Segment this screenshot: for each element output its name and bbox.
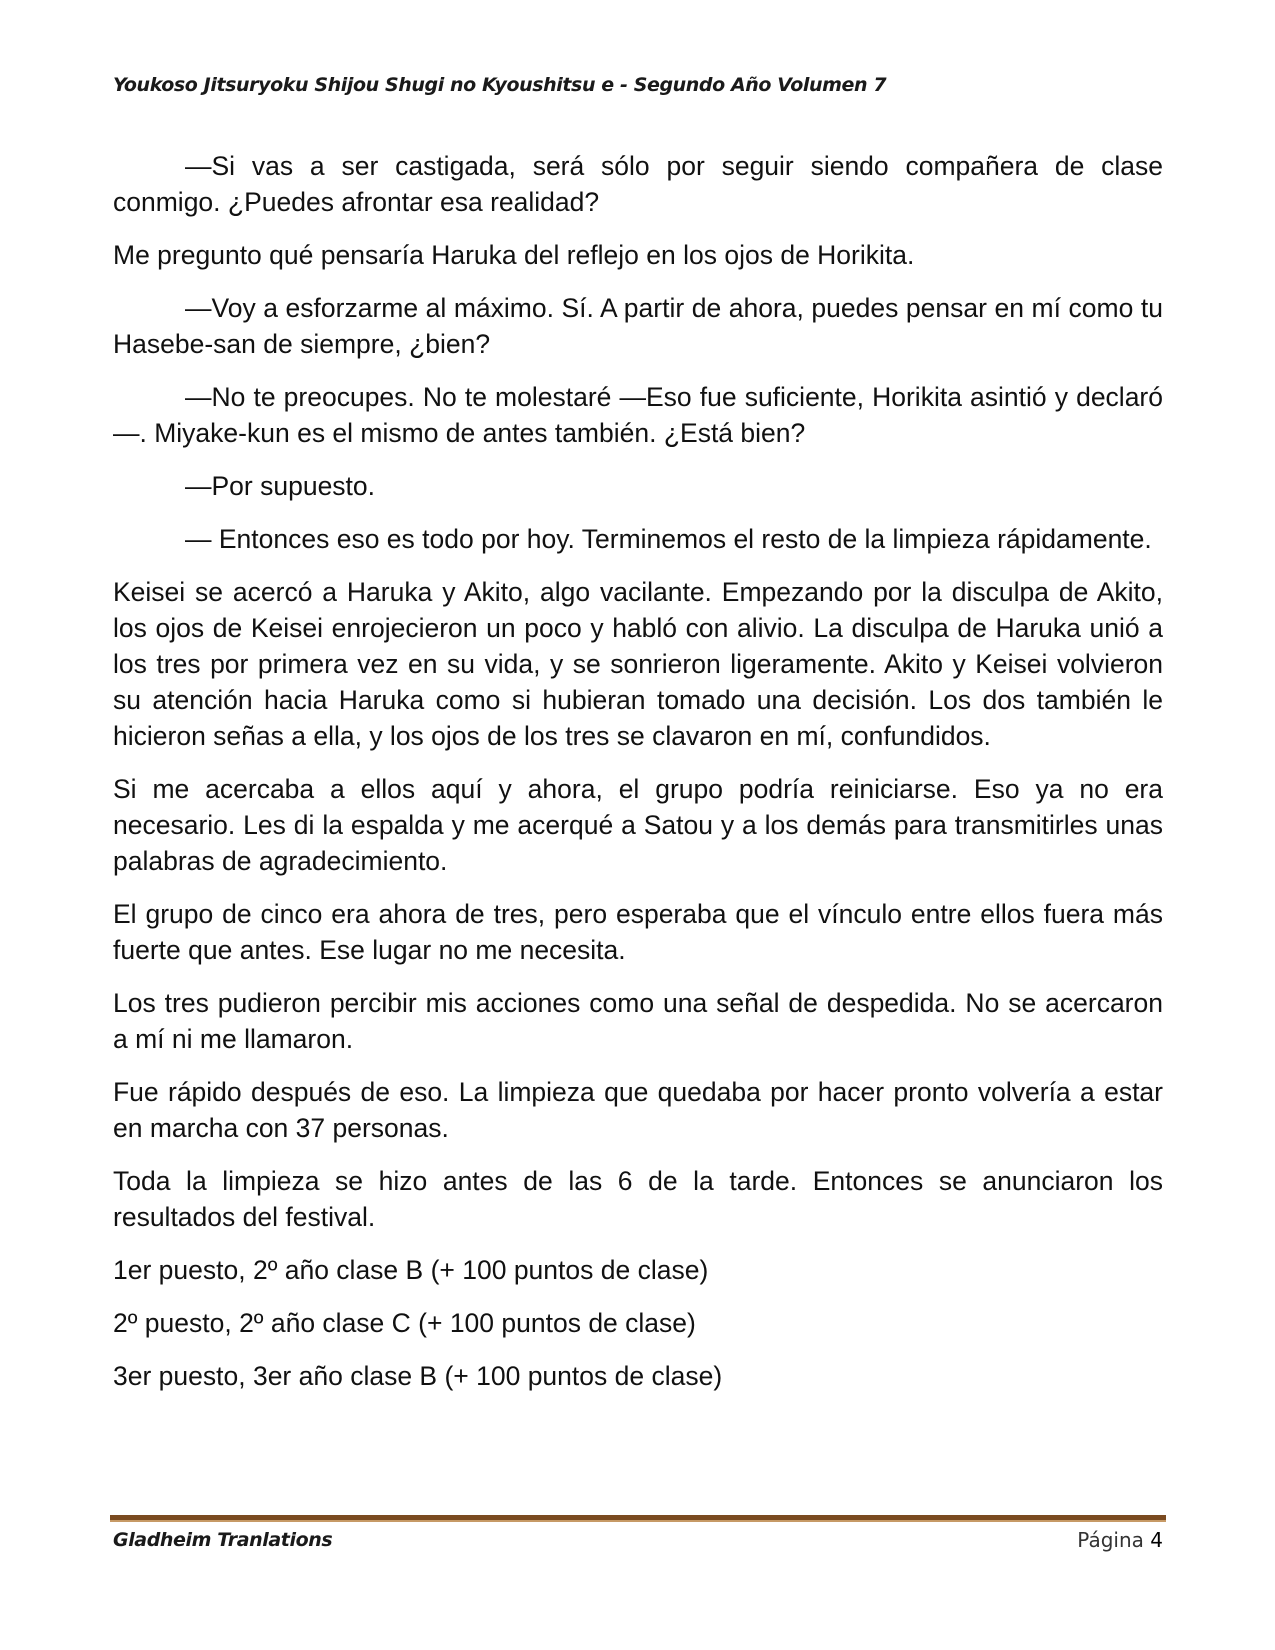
result-line-3: 3er puesto, 3er año clase B (+ 100 puntos de clase) (113, 1361, 723, 1391)
page-body (113, 148, 1163, 1411)
page-number (1077, 1528, 1163, 1552)
paragraph-7: Keisei se acercó a Haruka y Akito, algo vacilante. Empezando por la disculpa de Akito, los ojos de Keisei enrojecieron un poco y habló con alivio. La disculpa de Haruka unió a los tres por primera vez en su vida, y se sonrieron ligeramente. Akito y Keisei volvieron su atención hacia Haruka como si hubieran tomado una decisión. Los dos también le hicieron señas a ella, y los ojos de los tres se clavaron en mí, confundidos. (113, 577, 1163, 751)
paragraph-8: Si me acercaba a ellos aquí y ahora, el grupo podría reiniciarse. Eso ya no era necesario. Les di la espalda y me acerqué a Satou y a los demás para transmitirles unas palabras de agradecimiento. (113, 774, 1163, 876)
paragraph-12: Toda la limpieza se hizo antes de las 6 de la tarde. Entonces se anunciaron los resultados del festival. (113, 1166, 1163, 1232)
result-line-1: 1er puesto, 2º año clase B (+ 100 puntos de clase) (113, 1255, 709, 1285)
paragraph-2: Me pregunto qué pensaría Haruka del reflejo en los ojos de Horikita. (113, 240, 915, 270)
paragraph-3: —Voy a esforzarme al máximo. Sí. A partir de ahora, puedes pensar en mí como tu Hasebe-san de siempre, ¿bien? (113, 293, 1163, 359)
paragraph-11: Fue rápido después de eso. La limpieza que quedaba por hacer pronto volvería a estar en marcha con 37 personas. (113, 1077, 1163, 1143)
page-label: Página (1077, 1528, 1144, 1552)
result-line-2: 2º puesto, 2º año clase C (+ 100 puntos de clase) (113, 1308, 696, 1338)
running-header: Youkoso Jitsuryoku Shijou Shugi no Kyoushitsu e - Segundo Año Volumen 7 (113, 74, 887, 96)
paragraph-9: El grupo de cinco era ahora de tres, pero esperaba que el vínculo entre ellos fuera más fuerte que antes. Ese lugar no me necesita. (113, 899, 1163, 965)
paragraph-5: —Por supuesto. (185, 471, 376, 501)
paragraph-10: Los tres pudieron percibir mis acciones como una señal de despedida. No se acercaron a mí ni me llamaron. (113, 988, 1163, 1054)
page-number-value: 4 (1150, 1528, 1163, 1552)
paragraph-6: — Entonces eso es todo por hoy. Terminemos el resto de la limpieza rápidamente. (185, 524, 1152, 554)
footer-rule (110, 1515, 1166, 1522)
footer-credit: Gladheim Tranlations (113, 1529, 333, 1551)
paragraph-4: —No te preocupes. No te molestaré —Eso fue suficiente, Horikita asintió y declaró—. Miyake-kun es el mismo de antes también. ¿Está bien? (113, 382, 1163, 448)
paragraph-1: —Si vas a ser castigada, será sólo por seguir siendo compañera de clase conmigo. ¿Puedes afrontar esa realidad? (113, 151, 1163, 217)
